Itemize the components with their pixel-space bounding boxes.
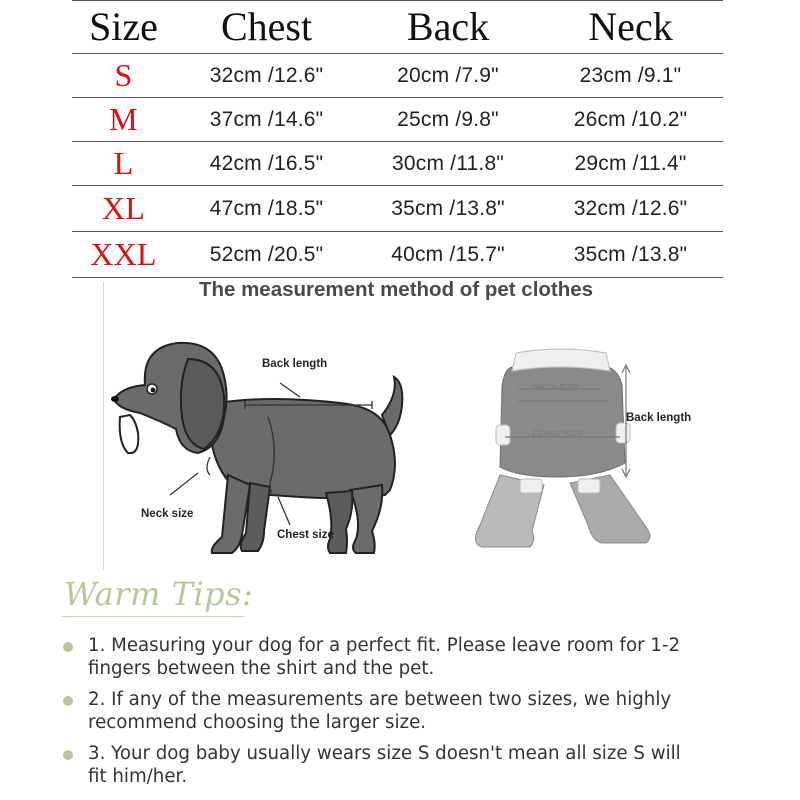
table-row <box>72 54 723 98</box>
tips-underline <box>62 616 244 617</box>
neck-value: 35cm /13.8" <box>573 242 688 266</box>
table-row <box>72 232 723 278</box>
chest-value: 47cm /18.5" <box>209 196 324 220</box>
back-value: 25cm /9.8" <box>397 107 499 131</box>
bullet-icon <box>63 696 73 706</box>
size-label: M <box>109 101 138 137</box>
table-row <box>72 186 723 232</box>
dog-chest-label: Chest size <box>277 529 334 541</box>
dog-silhouette-icon <box>111 343 402 553</box>
back-value: 30cm /11.8" <box>392 151 504 175</box>
neck-value: 26cm /10.2" <box>573 107 688 131</box>
chest-value: 37cm /14.6" <box>209 107 324 131</box>
tip-line: fit him/her. <box>88 766 188 787</box>
table-row <box>72 142 723 186</box>
dog-neck-label: Neck size <box>141 508 194 520</box>
table-row <box>72 98 723 142</box>
list-item <box>62 742 762 788</box>
bullet-icon <box>63 750 73 760</box>
list-item <box>62 634 762 680</box>
measurement-heading: The measurement method of pet clothes <box>198 278 594 301</box>
clothes-back-label: Back length <box>626 412 692 424</box>
chest-value: 32cm /12.6" <box>209 63 324 87</box>
back-value: 40cm /15.7" <box>391 242 505 266</box>
neck-value: 23cm /9.1" <box>579 63 682 87</box>
tip-line: fingers between the shirt and the pet. <box>88 658 435 679</box>
back-value: 20cm /7.9" <box>397 63 499 87</box>
size-chart-header-row <box>72 1 723 54</box>
neck-value: 29cm /11.4" <box>574 151 687 175</box>
bullet-icon <box>63 642 73 652</box>
header-size: Size <box>72 1 175 54</box>
header-chest: Chest <box>175 1 358 54</box>
chest-value: 42cm /16.5" <box>209 151 324 175</box>
tip-line: recommend choosing the larger size. <box>88 712 427 733</box>
tip-line: 1. Measuring your dog for a perfect fit. Please leave room for 1-2 <box>88 635 681 656</box>
pet-jumpsuit-icon <box>475 349 650 547</box>
chest-value: 52cm /20.5" <box>209 242 324 266</box>
size-label: L <box>113 145 134 181</box>
clothes-diagram <box>460 345 720 560</box>
neck-value: 32cm /12.6" <box>573 196 688 220</box>
clothes-chest-label: Chest size <box>532 428 584 440</box>
header-back: Back <box>358 1 538 54</box>
size-label: S <box>114 57 133 93</box>
dog-diagram <box>100 325 420 580</box>
size-chart-table <box>72 0 723 278</box>
back-value: 35cm /13.8" <box>391 196 505 220</box>
clothes-neck-label: Neck size <box>531 381 579 393</box>
tips-list <box>62 634 762 796</box>
tips-title: Warm Tips: <box>64 575 254 613</box>
dog-back-label: Back length <box>262 358 328 370</box>
tip-line: 3. Your dog baby usually wears size S doesn't mean all size S will <box>88 743 681 764</box>
size-label: XXL <box>90 236 157 272</box>
header-neck: Neck <box>538 1 723 54</box>
list-item <box>62 688 762 734</box>
tip-line: 2. If any of the measurements are between two sizes, we highly <box>88 689 672 710</box>
size-label: XL <box>101 190 146 226</box>
